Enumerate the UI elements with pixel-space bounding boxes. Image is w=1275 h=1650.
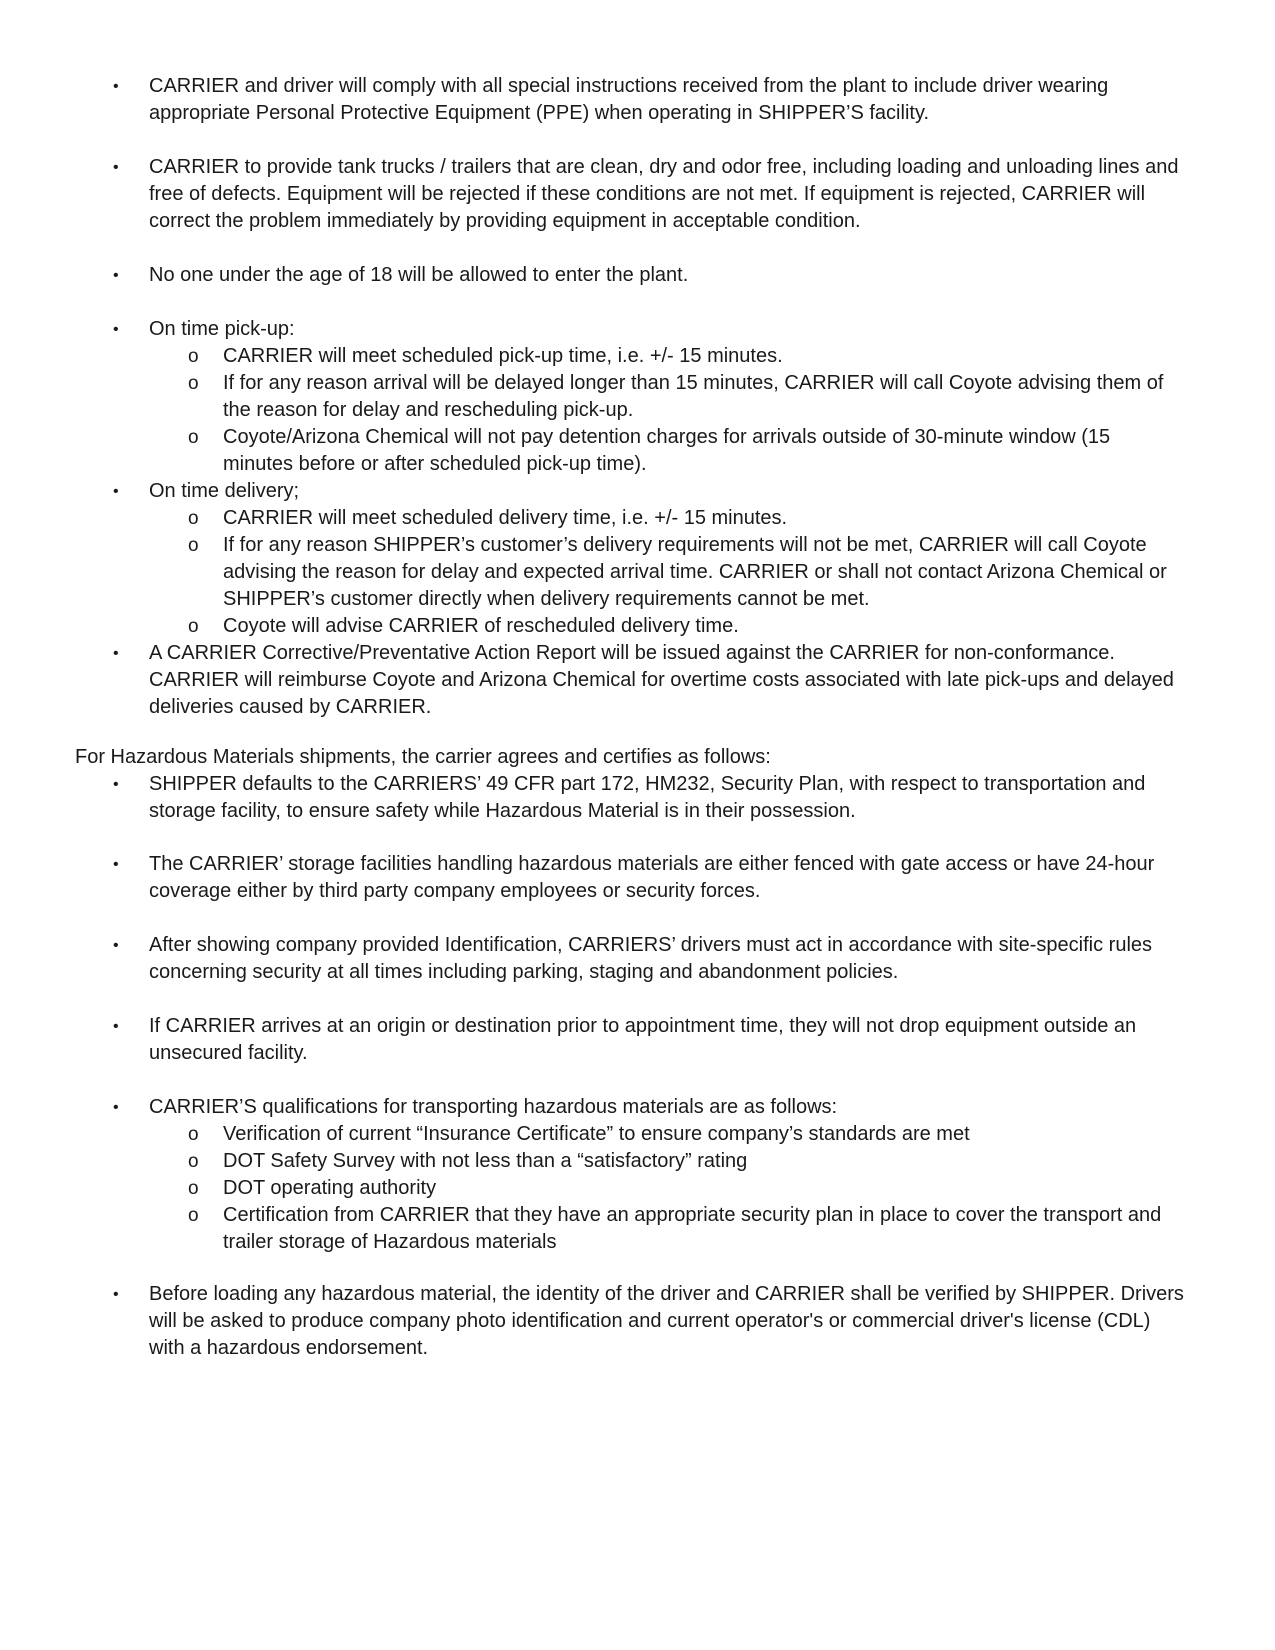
- bullet-driver-verification: [0, 1281, 1275, 1362]
- sub-bullet-text: CARRIER will meet scheduled pick-up time, i.e. +/- 15 minutes.: [223, 345, 783, 367]
- sub-bullet-marker: o: [188, 1124, 199, 1145]
- bullet-text: If CARRIER arrives at an origin or destination prior to appointment time, they will not drop equipment outside an unsecured facility.: [149, 1015, 1137, 1064]
- bullet-dot: •: [113, 267, 119, 284]
- bullet-identification: [0, 932, 1275, 986]
- bullet-dot: •: [113, 483, 119, 500]
- sub-bullet-marker: o: [188, 1205, 199, 1226]
- bullet-dot: •: [113, 1099, 119, 1116]
- bullet-text: A CARRIER Corrective/Preventative Action Report will be issued against the CARRIER for non-conformance. CARRIER will reimburse Coyote and Arizona Chemical for overtime costs associated with late pick-ups and delayed deliveries caused by CARRIER.: [149, 642, 1174, 718]
- bullet-storage: [0, 851, 1275, 905]
- bullet-dot: •: [113, 645, 119, 662]
- bullet-ppe: [0, 73, 1275, 127]
- bullet-text: On time pick-up:: [149, 318, 295, 340]
- bullet-pickup: [0, 316, 1275, 721]
- sub-bullet-text: Coyote will advise CARRIER of rescheduled delivery time.: [223, 615, 739, 637]
- sub-bullet: [0, 1175, 1183, 1202]
- sub-bullet-marker: o: [188, 1178, 199, 1199]
- bullet-dot: •: [113, 78, 119, 95]
- sub-bullet-text: If for any reason arrival will be delayed longer than 15 minutes, CARRIER will call Coyote advising them of the reason for delay and rescheduling pick-up.: [223, 372, 1164, 421]
- sub-bullet-marker: o: [188, 535, 199, 556]
- sub-bullet: [0, 343, 1183, 370]
- bullet-dot: •: [113, 1286, 119, 1303]
- sub-bullet-text: If for any reason SHIPPER’s customer’s delivery requirements will not be met, CARRIER will call Coyote advising the reason for delay and expected arrival time. CARRIER or shall not contact Arizona Chemical or SHIPPER’s customer directly when delivery requirements cannot be met.: [223, 534, 1167, 610]
- sub-bullet-marker: o: [188, 1151, 199, 1172]
- bullet-security-plan: [0, 771, 1275, 825]
- bullet-dot: •: [113, 776, 119, 793]
- bullet-dot: •: [113, 1018, 119, 1035]
- bullet-age: [0, 262, 1275, 289]
- bullet-text: The CARRIER’ storage facilities handling hazardous materials are either fenced with gate access or have 24-hour coverage either by third party company employees or security forces.: [149, 853, 1155, 902]
- sub-bullet: [0, 1121, 1183, 1148]
- bullet-text: CARRIER’S qualifications for transporting hazardous materials are as follows:: [149, 1096, 838, 1118]
- hazmat-intro: For Hazardous Materials shipments, the carrier agrees and certifies as follows:: [75, 746, 771, 768]
- bullet-text: After showing company provided Identification, CARRIERS’ drivers must act in accordance with site-specific rules concerning security at all times including parking, staging and abandonment policies.: [149, 934, 1153, 983]
- bullet-text: CARRIER to provide tank trucks / trailers that are clean, dry and odor free, including loading and unloading lines and free of defects. Equipment will be rejected if these conditions are not met. If equipment is rejected, CARRIER will correct the problem immediately by providing equipment in acceptable condition.: [149, 156, 1179, 232]
- sub-bullet: [0, 370, 1183, 424]
- sub-bullet-marker: o: [188, 346, 199, 367]
- sub-bullet: [0, 613, 1183, 640]
- bullet-text: No one under the age of 18 will be allowed to enter the plant.: [149, 264, 689, 286]
- bullet-dot: •: [113, 856, 119, 873]
- bullet-arrival: [0, 1013, 1275, 1067]
- bullet-text: CARRIER and driver will comply with all special instructions received from the plant to include driver wearing appropriate Personal Protective Equipment (PPE) when operating in SHIPPER’S facility.: [149, 75, 1109, 124]
- bullet-dot: •: [113, 937, 119, 954]
- sub-bullet: [0, 505, 1183, 532]
- sub-bullet: [0, 532, 1183, 613]
- sub-bullet-marker: o: [188, 616, 199, 637]
- sub-bullet-text: DOT Safety Survey with not less than a “satisfactory” rating: [223, 1150, 748, 1172]
- bullet-dot: •: [113, 321, 119, 338]
- bullet-dot: •: [113, 159, 119, 176]
- sub-bullet-text: CARRIER will meet scheduled delivery time, i.e. +/- 15 minutes.: [223, 507, 788, 529]
- sub-bullet-marker: o: [188, 373, 199, 394]
- bullet-equipment: [0, 154, 1275, 235]
- sub-bullet-marker: o: [188, 427, 199, 448]
- bullet-text: SHIPPER defaults to the CARRIERS’ 49 CFR part 172, HM232, Security Plan, with respect to transportation and storage facility, to ensure safety while Hazardous Material is in their possession.: [149, 773, 1146, 822]
- sub-bullet-text: Certification from CARRIER that they have an appropriate security plan in place to cover the transport and trailer storage of Hazardous materials: [223, 1204, 1162, 1253]
- sub-bullet-marker: o: [188, 508, 199, 529]
- bullet-text: On time delivery;: [149, 480, 300, 502]
- sub-bullet: [0, 424, 1183, 478]
- sub-bullet: [0, 1148, 1183, 1175]
- sub-bullet: [0, 1202, 1183, 1256]
- bullet-qualifications: [0, 1094, 1275, 1256]
- bullet-text: Before loading any hazardous material, the identity of the driver and CARRIER shall be verified by SHIPPER. Drivers will be asked to produce company photo identification and current operator's or commercial driver's license (CDL) with a hazardous endorsement.: [149, 1283, 1184, 1359]
- sub-bullet-text: DOT operating authority: [223, 1177, 437, 1199]
- sub-bullet-text: Coyote/Arizona Chemical will not pay detention charges for arrivals outside of 30-minute window (15 minutes before or after scheduled pick-up time).: [223, 426, 1111, 475]
- sub-bullet-text: Verification of current “Insurance Certificate” to ensure company’s standards are met: [223, 1123, 970, 1145]
